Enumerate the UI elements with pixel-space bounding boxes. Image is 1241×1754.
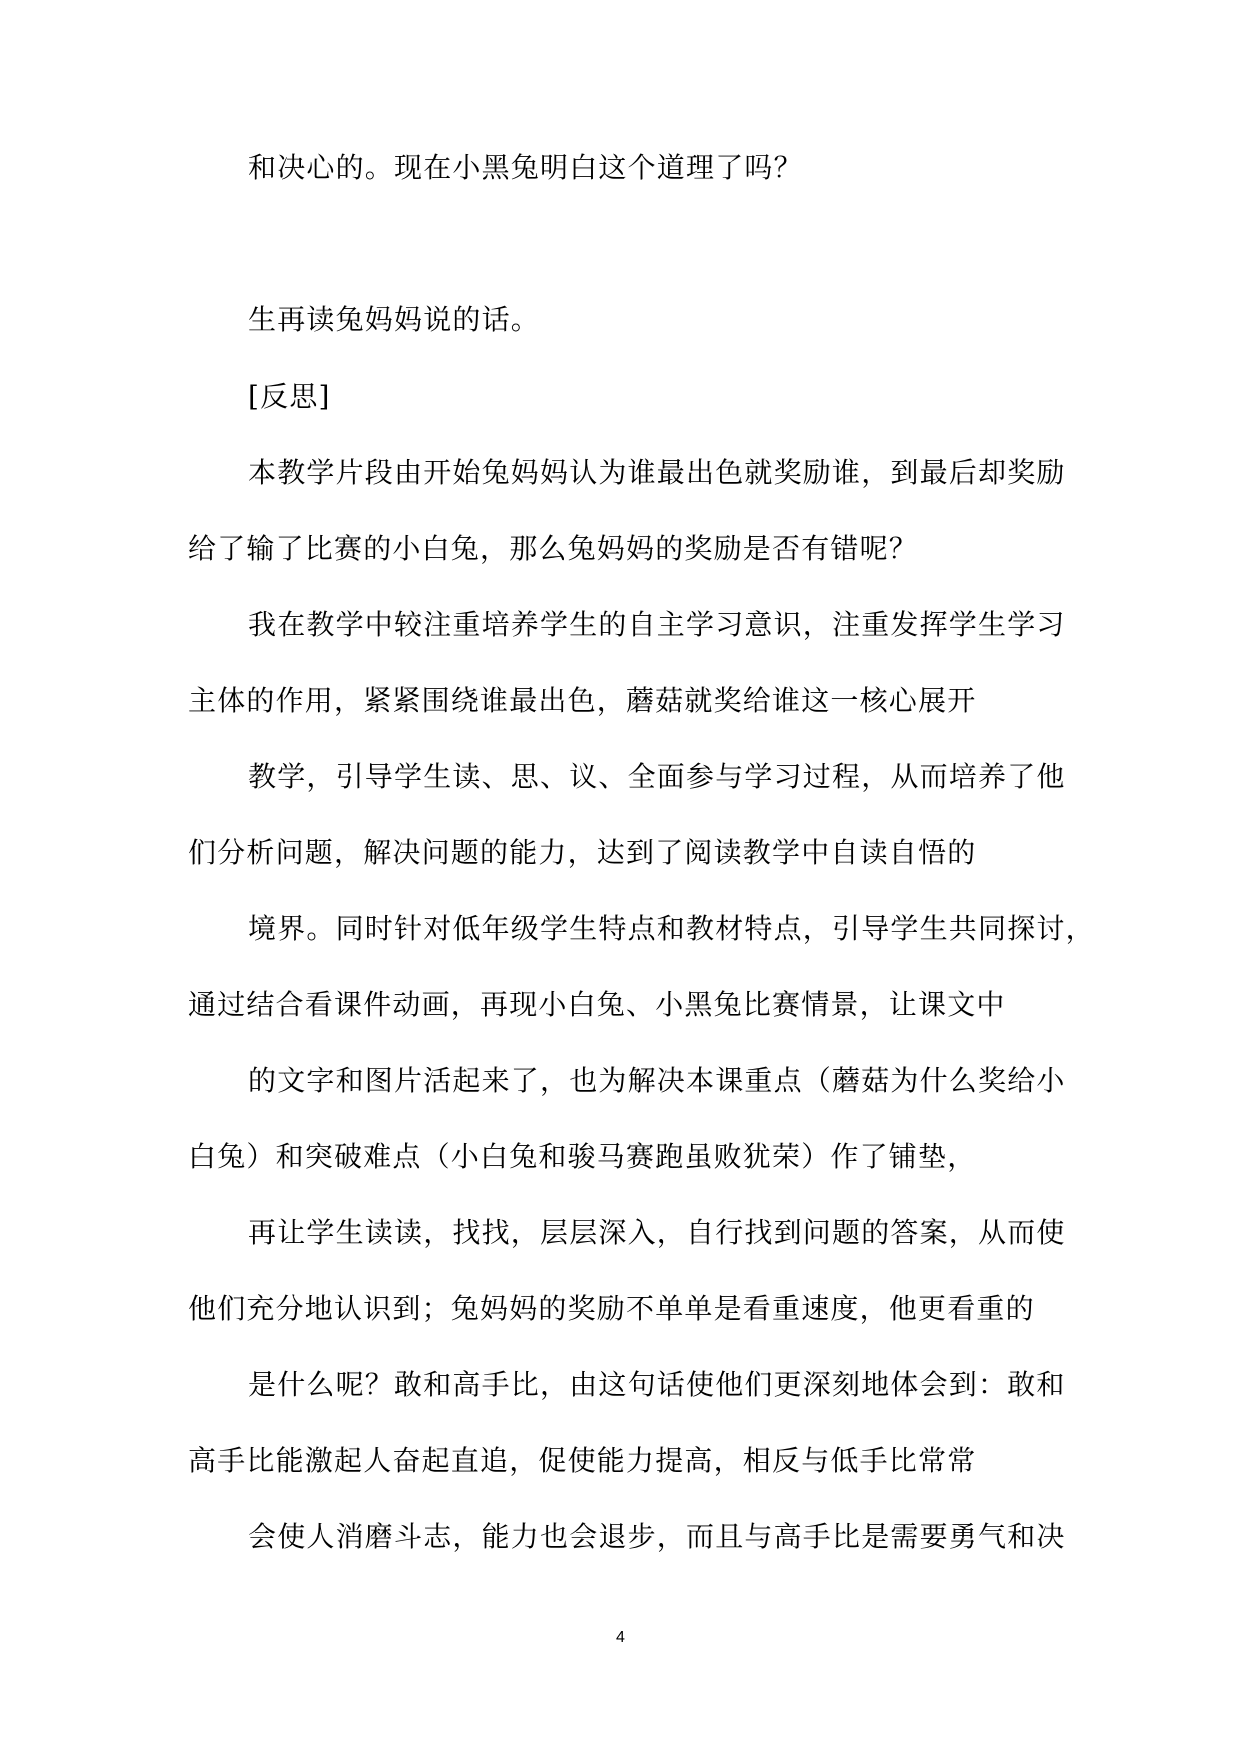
text-line: 本教学片段由开始兔妈妈认为谁最出色就奖励谁，到最后却奖励 bbox=[248, 456, 1066, 489]
text-line: 境界。同时针对低年级学生特点和教材特点，引导学生共同探讨， bbox=[248, 912, 1095, 945]
text-line: 主体的作用，紧紧围绕谁最出色，蘑菇就奖给谁这一核心展开 bbox=[188, 684, 977, 717]
section-heading: [反思] bbox=[248, 380, 331, 413]
text-line: 是什么呢？敢和高手比，由这句话使他们更深刻地体会到：敢和 bbox=[248, 1368, 1066, 1401]
text-line: 白兔）和突破难点（小白兔和骏马赛跑虽败犹荣）作了铺垫， bbox=[188, 1140, 977, 1173]
text-line: 会使人消磨斗志，能力也会退步，而且与高手比是需要勇气和决 bbox=[248, 1520, 1066, 1553]
text-line: 通过结合看课件动画，再现小白兔、小黑兔比赛情景，让课文中 bbox=[188, 988, 1006, 1021]
text-line: 们分析问题，解决问题的能力，达到了阅读教学中自读自悟的 bbox=[188, 836, 977, 869]
text-line: 他们充分地认识到；兔妈妈的奖励不单单是看重速度，他更看重的 bbox=[188, 1292, 1035, 1325]
page-number: 4 bbox=[616, 1629, 625, 1646]
text-line: 给了输了比赛的小白兔，那么兔妈妈的奖励是否有错呢？ bbox=[188, 532, 919, 565]
text-line: 教学，引导学生读、思、议、全面参与学习过程，从而培养了他 bbox=[248, 760, 1066, 793]
text-line: 我在教学中较注重培养学生的自主学习意识，注重发挥学生学习 bbox=[248, 608, 1066, 641]
text-line: 和决心的。现在小黑兔明白这个道理了吗？ bbox=[248, 151, 803, 184]
text-line: 再让学生读读，找找，层层深入，自行找到问题的答案，从而使 bbox=[248, 1216, 1066, 1249]
text-line: 生再读兔妈妈说的话。 bbox=[248, 303, 541, 336]
text-line: 的文字和图片活起来了，也为解决本课重点（蘑菇为什么奖给小 bbox=[248, 1064, 1066, 1097]
text-line: 高手比能激起人奋起直追，促使能力提高，相反与低手比常常 bbox=[188, 1444, 977, 1477]
